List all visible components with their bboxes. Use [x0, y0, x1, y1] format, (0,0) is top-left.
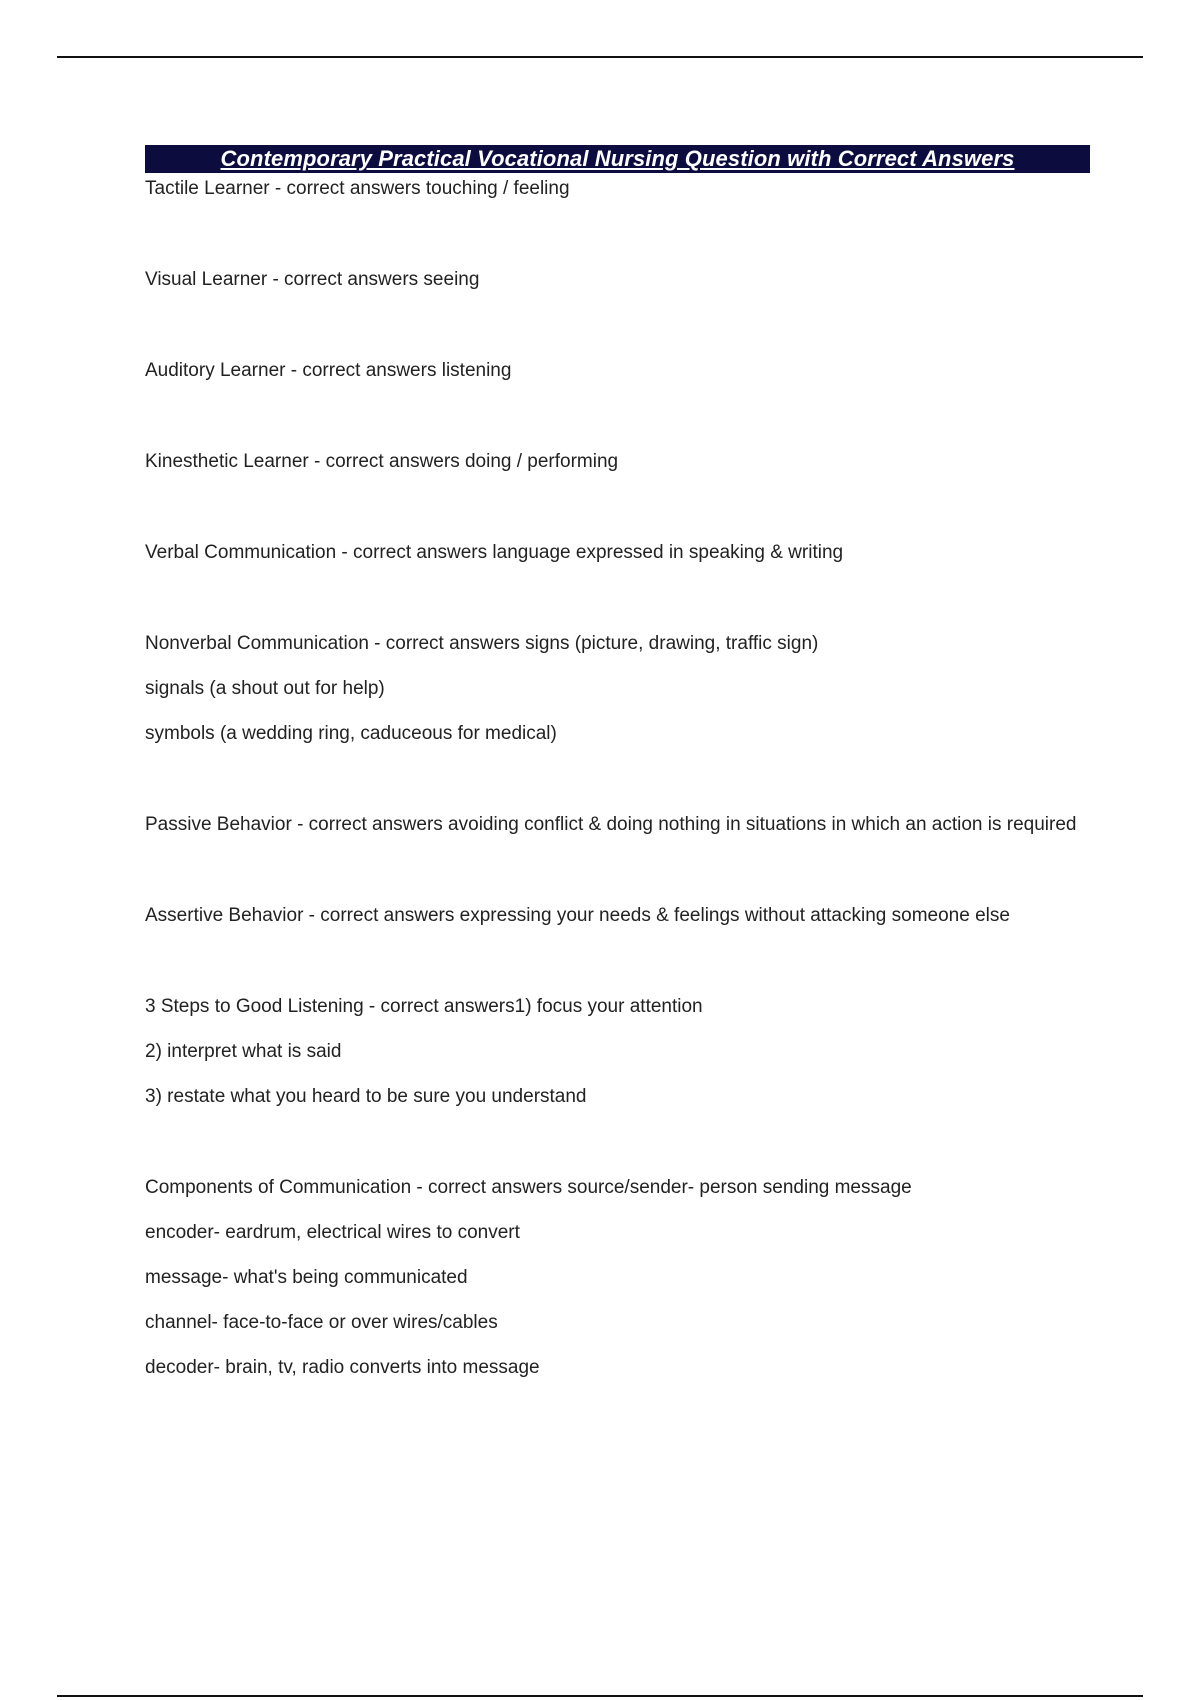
qa-entry [145, 539, 1090, 567]
qa-entry [145, 266, 1090, 294]
qa-line: Assertive Behavior - correct answers expressing your needs & feelings without attacking someone else [145, 905, 1010, 926]
document-body [145, 145, 1090, 1382]
qa-entry [145, 902, 1090, 930]
qa-line: Components of Communication - correct answers source/sender- person sending message [145, 1177, 912, 1198]
qa-entry [145, 357, 1090, 385]
qa-line: Nonverbal Communication - correct answers signs (picture, drawing, traffic sign) [145, 633, 819, 654]
qa-line: 3) restate what you heard to be sure you understand [145, 1086, 587, 1107]
qa-line: Visual Learner - correct answers seeing [145, 269, 480, 290]
qa-line: 2) interpret what is said [145, 1041, 342, 1062]
qa-line: message- what's being communicated [145, 1267, 468, 1288]
qa-line: symbols (a wedding ring, caduceous for medical) [145, 723, 557, 744]
qa-line: encoder- eardrum, electrical wires to convert [145, 1222, 520, 1243]
qa-entry [145, 630, 1090, 748]
qa-line: Auditory Learner - correct answers listening [145, 360, 512, 381]
qa-line: Passive Behavior - correct answers avoiding conflict & doing nothing in situations in which an action is required [145, 814, 1077, 835]
qa-line: signals (a shout out for help) [145, 678, 385, 699]
qa-line: 3 Steps to Good Listening - correct answers1) focus your attention [145, 996, 703, 1017]
qa-line: channel- face-to-face or over wires/cables [145, 1312, 498, 1333]
header-rule [57, 56, 1143, 58]
qa-line: decoder- brain, tv, radio converts into message [145, 1357, 540, 1378]
qa-line: Tactile Learner - correct answers touching / feeling [145, 178, 570, 199]
qa-entry [145, 993, 1090, 1111]
qa-line: Verbal Communication - correct answers language expressed in speaking & writing [145, 542, 844, 563]
qa-entry [145, 448, 1090, 476]
qa-line: Kinesthetic Learner - correct answers doing / performing [145, 451, 619, 472]
footer-rule [57, 1695, 1143, 1697]
page-title: Contemporary Practical Vocational Nursing Question with Correct Answers [220, 146, 1015, 171]
title-banner [145, 145, 1090, 173]
qa-entry [145, 811, 1090, 839]
qa-entry [145, 175, 1090, 203]
qa-entry [145, 1174, 1090, 1382]
